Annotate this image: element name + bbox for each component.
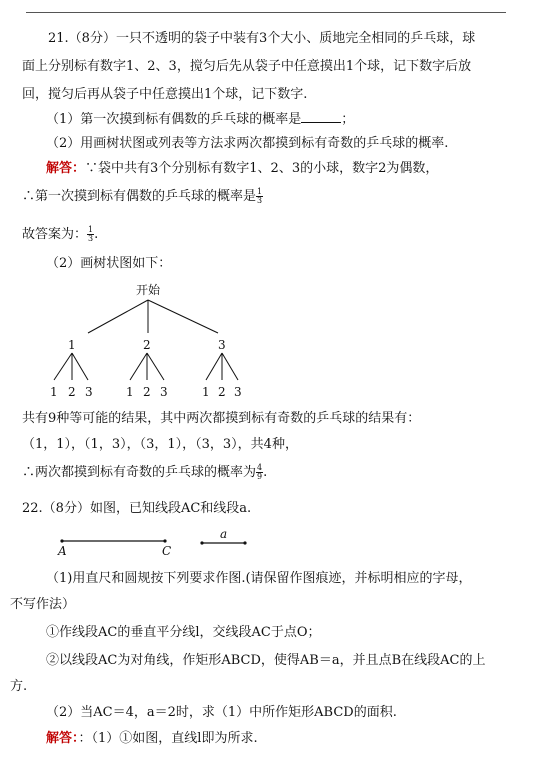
top-rule	[26, 12, 506, 13]
tree-l2-b0: 1	[126, 385, 134, 399]
tree-l2-c0: 1	[202, 385, 210, 399]
q21-line2: 面上分别标有数字1、2、3，搅匀后先从袋子中任意摸出1个球，记下数字后放	[22, 59, 472, 74]
fraction-4-9: $\frac{4}{9}$	[257, 463, 263, 481]
q21-part1-end: ；	[341, 112, 355, 127]
q22-line5: ②以线段AC为对角线，作矩形ABCD，使得AB＝a，并且点B在线段AC的上	[46, 653, 486, 668]
q21-ans-text3: 故答案为：	[22, 227, 88, 242]
tree-l2-b1: 2	[143, 385, 151, 399]
q21-line1: 21.（8分）一只不透明的袋子中装有3个大小、质地完全相同的乒乓球，球	[48, 31, 476, 46]
q21-part1	[46, 110, 536, 129]
q21-answer-line2	[22, 188, 516, 206]
fraction-1-3: $\frac{1}{3}$	[257, 187, 263, 205]
tree-l1-0: 1	[68, 338, 76, 352]
q22-line1: 22.（8分）如图，已知线段AC和线段a.	[22, 501, 252, 516]
q22-line2: （1)用直尺和圆规按下列要求作图.(请保留作图痕迹，并标明相应的字母，	[46, 571, 472, 586]
answer-label-q22: 解答：	[46, 731, 79, 746]
q21-answer-line3: 故答案为： $\frac{1}{3}$ .	[22, 225, 99, 243]
q22-answer-line1: 解答：：（1）①如图，直线l即为所求.	[46, 731, 258, 746]
q21-ans-text1: ∵袋中共有3个分别标有数字1、2、3的小球，数字2为偶数，	[85, 161, 439, 176]
tree-l2-a0: 1	[50, 385, 58, 399]
q22-line3: 不写作法）	[10, 597, 76, 612]
q21-line3: 回，搅匀后再从袋子中任意摸出1个球，记下数字.	[22, 87, 308, 102]
q21-part1-text: （1）第一次摸到标有偶数的乒乓球的概率是	[46, 112, 302, 127]
q21-answer-line5: 共有9种等可能的结果，其中两次都摸到标有奇数的乒乓球的结果有：	[22, 411, 421, 426]
point-a-label: A	[58, 544, 67, 558]
answer-blank	[301, 110, 341, 123]
q21-ans-text7: ∴两次都摸到标有奇数的乒乓球的概率为	[22, 465, 257, 480]
q21-answer-line6: （1，1），（1，3），（3，1），（3，3），共4种，	[22, 437, 298, 452]
tree-l2-a1: 2	[68, 385, 76, 399]
q22-line7: （2）当AC＝4，a＝2时，求（1）中所作矩形ABCD的面积.	[46, 705, 397, 720]
tree-l2-a2: 3	[85, 385, 93, 399]
tree-diagram	[40, 278, 260, 403]
tree-root: 开始	[136, 283, 161, 297]
q21-ans-text2: ∴第一次摸到标有偶数的乒乓球的概率是	[22, 189, 257, 204]
q22-figure	[50, 527, 290, 559]
tree-l1-2: 3	[218, 338, 226, 352]
q21-answer-line1	[46, 160, 536, 178]
q21-answer-line7: ∴两次都摸到标有奇数的乒乓球的概率为 $\frac{4}{9}$ .	[22, 463, 268, 481]
q22-line6: 方.	[10, 679, 28, 694]
answer-label: 解答：	[46, 161, 86, 176]
point-c-label: C	[162, 544, 172, 558]
segment-a-label: a	[220, 527, 228, 541]
tree-l2-c1: 2	[218, 385, 226, 399]
tree-l2-b2: 3	[160, 385, 168, 399]
tree-l1-1: 2	[143, 338, 151, 352]
fraction-1-3b: $\frac{1}{3}$	[88, 225, 94, 243]
q22-line4: ①作线段AC的垂直平分线l，交线段AC于点O；	[46, 625, 321, 640]
tree-l2-c2: 3	[234, 385, 242, 399]
q21-answer-line4: （2）画树状图如下：	[46, 256, 172, 271]
q21-part2: （2）用画树状图或列表等方法求两次都摸到标有奇数的乒乓球的概率.	[46, 136, 449, 151]
